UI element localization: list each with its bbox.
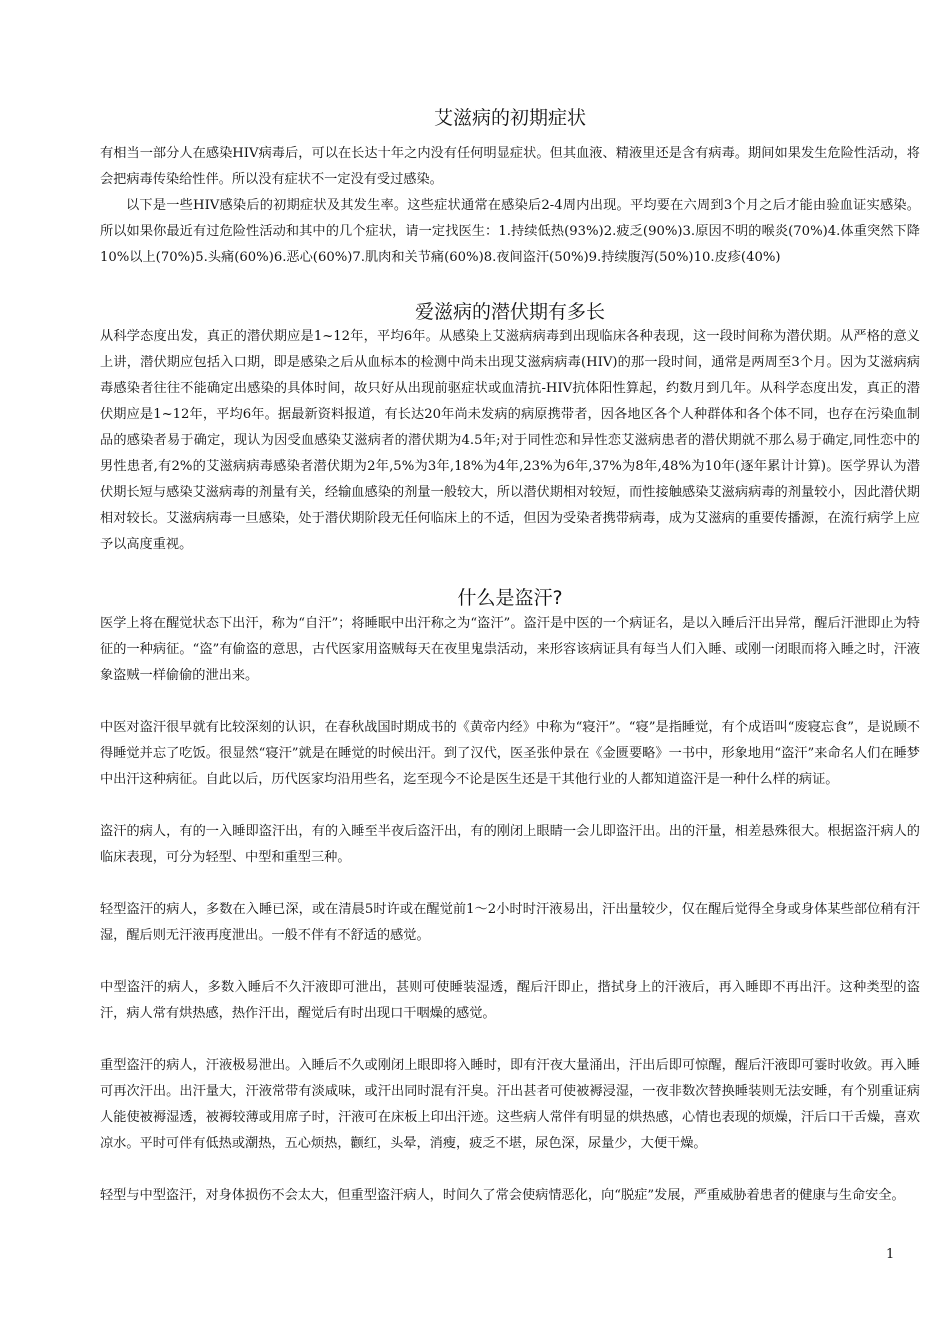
paragraph-gap bbox=[100, 1027, 920, 1053]
paragraph-gap bbox=[100, 1157, 920, 1183]
paragraph: 轻型与中型盗汗，对身体损伤不会太大，但重型盗汗病人，时间久了常会使病情恶化，向“脱症”发展，严重威胁着患者的健康与生命安全。 bbox=[100, 1188, 905, 1204]
paragraph: 医学上将在醒觉状态下出汗，称为“自汗”；将睡眠中出汗称之为“盗汗”。盗汗是中医的一个病证名，是以入睡后汗出异常，醒后汗泄即止为特征的一种病征。“盗”有偷盗的意思，古代医家用盗贼每天在夜里鬼祟活动，来形容该病证具有每当人们入睡、或刚一闭眼而将入睡之时，汗液象盗贼一样偷偷的泄出来。 bbox=[100, 616, 920, 684]
paragraph: 轻型盗汗的病人，多数在入睡已深，或在清晨5时许或在醒觉前1～2小时时汗液易出，汗出量较少，仅在醒后觉得全身或身体某些部位稍有汗湿，醒后则无汗液再度泄出。一般不伴有不舒适的感觉。 bbox=[100, 902, 920, 944]
paragraph-gap bbox=[100, 793, 920, 819]
section-title-aids-early-symptoms: 艾滋病的初期症状 bbox=[433, 107, 586, 129]
paragraph: 中型盗汗的病人，多数入睡后不久汗液即可泄出，甚则可使睡装湿透，醒后汗即止，揩拭身上的汗液后，再入睡即不再出汗。这种类型的盗汗，病人常有烘热感，热作汗出，醒觉后有时出现口干咽燥的感觉。 bbox=[100, 980, 920, 1022]
section-title-aids-incubation: 爱滋病的潜伏期有多长 bbox=[414, 300, 605, 323]
paragraph: 有相当一部分人在感染HIV病毒后，可以在长达十年之内没有任何明显症状。但其血液、精液里还是含有病毒。期间如果发生危险性活动，将会把病毒传染给性伴。所以没有症状不一定没有受过感染。 bbox=[100, 145, 920, 187]
paragraph: 盗汗的病人，有的一入睡即盗汗出，有的入睡至半夜后盗汗出，有的刚闭上眼睛一会儿即盗汗出。出的汗量，相差悬殊很大。根据盗汗病人的临床表现，可分为轻型、中型和重型三种。 bbox=[100, 824, 920, 866]
page-number: 1 bbox=[886, 1247, 895, 1262]
paragraph: 重型盗汗的病人，汗液极易泄出。入睡后不久或刚闭上眼即将入睡时，即有汗夜大量涌出，汗出后即可惊醒，醒后汗液即可霎时收敛。再入睡可再次汗出。出汗量大，汗液常带有淡咸味，或汗出同时混有汗臭。汗出甚者可使被褥浸湿，一夜非数次替换睡装则无法安睡，有个别重证病人能使被褥湿透，被褥较薄或用席子时，汗液可在床板上印出汗迹。这些病人常伴有明显的烘热感，心情也表现的烦燥，汗后口干舌燥，喜欢凉水。平时可伴有低热或潮热，五心烦热，颧红，头晕，消瘦，疲乏不堪，尿色深，尿量少，大便干燥。 bbox=[100, 1058, 920, 1152]
paragraph-gap bbox=[100, 871, 920, 897]
paragraph: 从科学态度出发，真正的潜伏期应是1~12年，平均6年。从感染上艾滋病病毒到出现临床各种表现，这一段时间称为潜伏期。从严格的意义上讲，潜伏期应包括入口期，即是感染之后从血标本的检测中尚未出现艾滋病病毒(HIV)的那一段时间，通常是两周至3个月。因为艾滋病病毒感染者往往不能确定出感染的具体时间，故只好从出现前驱症状或血清抗-HIV抗体阳性算起，约数月到几年。从科学态度出发，真正的潜伏期应是1~12年，平均6年。据最新资料报道，有长达20年尚未发病的病原携带者，因各地区各个人种群体和各个体不同，也存在污染血制品的感染者易于确定，现认为因受血感染艾滋病者的潜伏期为4.5年;对于同性恋和异性恋艾滋病患者的潜伏期就不那么易于确定,同性恋中的男性患者,有2%的艾滋病病毒感染者潜伏期为2年,5%为3年,18%为4年,23%为6年,37%为8年,48%为10年(逐年累计计算)。医学界认为潜伏期长短与感染艾滋病毒的剂量有关，经输血感染的剂量一般较大，所以潜伏期相对较短，而性接触感染艾滋病病毒的剂量较小，因此潜伏期相对较长。艾滋病病毒一旦感染，处于潜伏期阶段无任何临床上的不适，但因为受染者携带病毒，成为艾滋病的重要传播源，在流行病学上应予以高度重视。 bbox=[100, 329, 920, 553]
paragraph-gap bbox=[100, 949, 920, 975]
paragraph: 中医对盗汗很早就有比较深刻的认识，在春秋战国时期成书的《黄帝内经》中称为“寝汗”。“寝”是指睡觉，有个成语叫“废寝忘食”，是说顾不得睡觉并忘了吃饭。很显然“寝汗”就是在睡觉的时候出汗。到了汉代，医圣张仲景在《金匮要略》一书中，形象地用“盗汗”来命名人们在睡梦中出汗这种病征。自此以后，历代医家均沿用些名，迄至现今不论是医生还是干其他行业的人都知道盗汗是一种什么样的病证。 bbox=[100, 720, 920, 788]
document-page bbox=[100, 0, 920, 1209]
paragraph: 以下是一些HIV感染后的初期症状及其发生率。这些症状通常在感染后2-4周内出现。平均要在六周到3个月之后才能由验血证实感染。所以如果你最近有过危险性活动和其中的几个症状，请一定找医生：1.持续低热(93%)2.疲乏(90%)3.原因不明的喉炎(70%)4.体重突然下降10%以上(70%)5.头痛(60%)6.恶心(60%)7.肌肉和关节痛(60%)8.夜间盗汗(50%)9.持续腹泻(50%)10.皮疹(40%) bbox=[100, 197, 920, 265]
section-title-night-sweats: 什么是盗汗? bbox=[457, 587, 563, 610]
paragraph-gap bbox=[100, 689, 920, 715]
